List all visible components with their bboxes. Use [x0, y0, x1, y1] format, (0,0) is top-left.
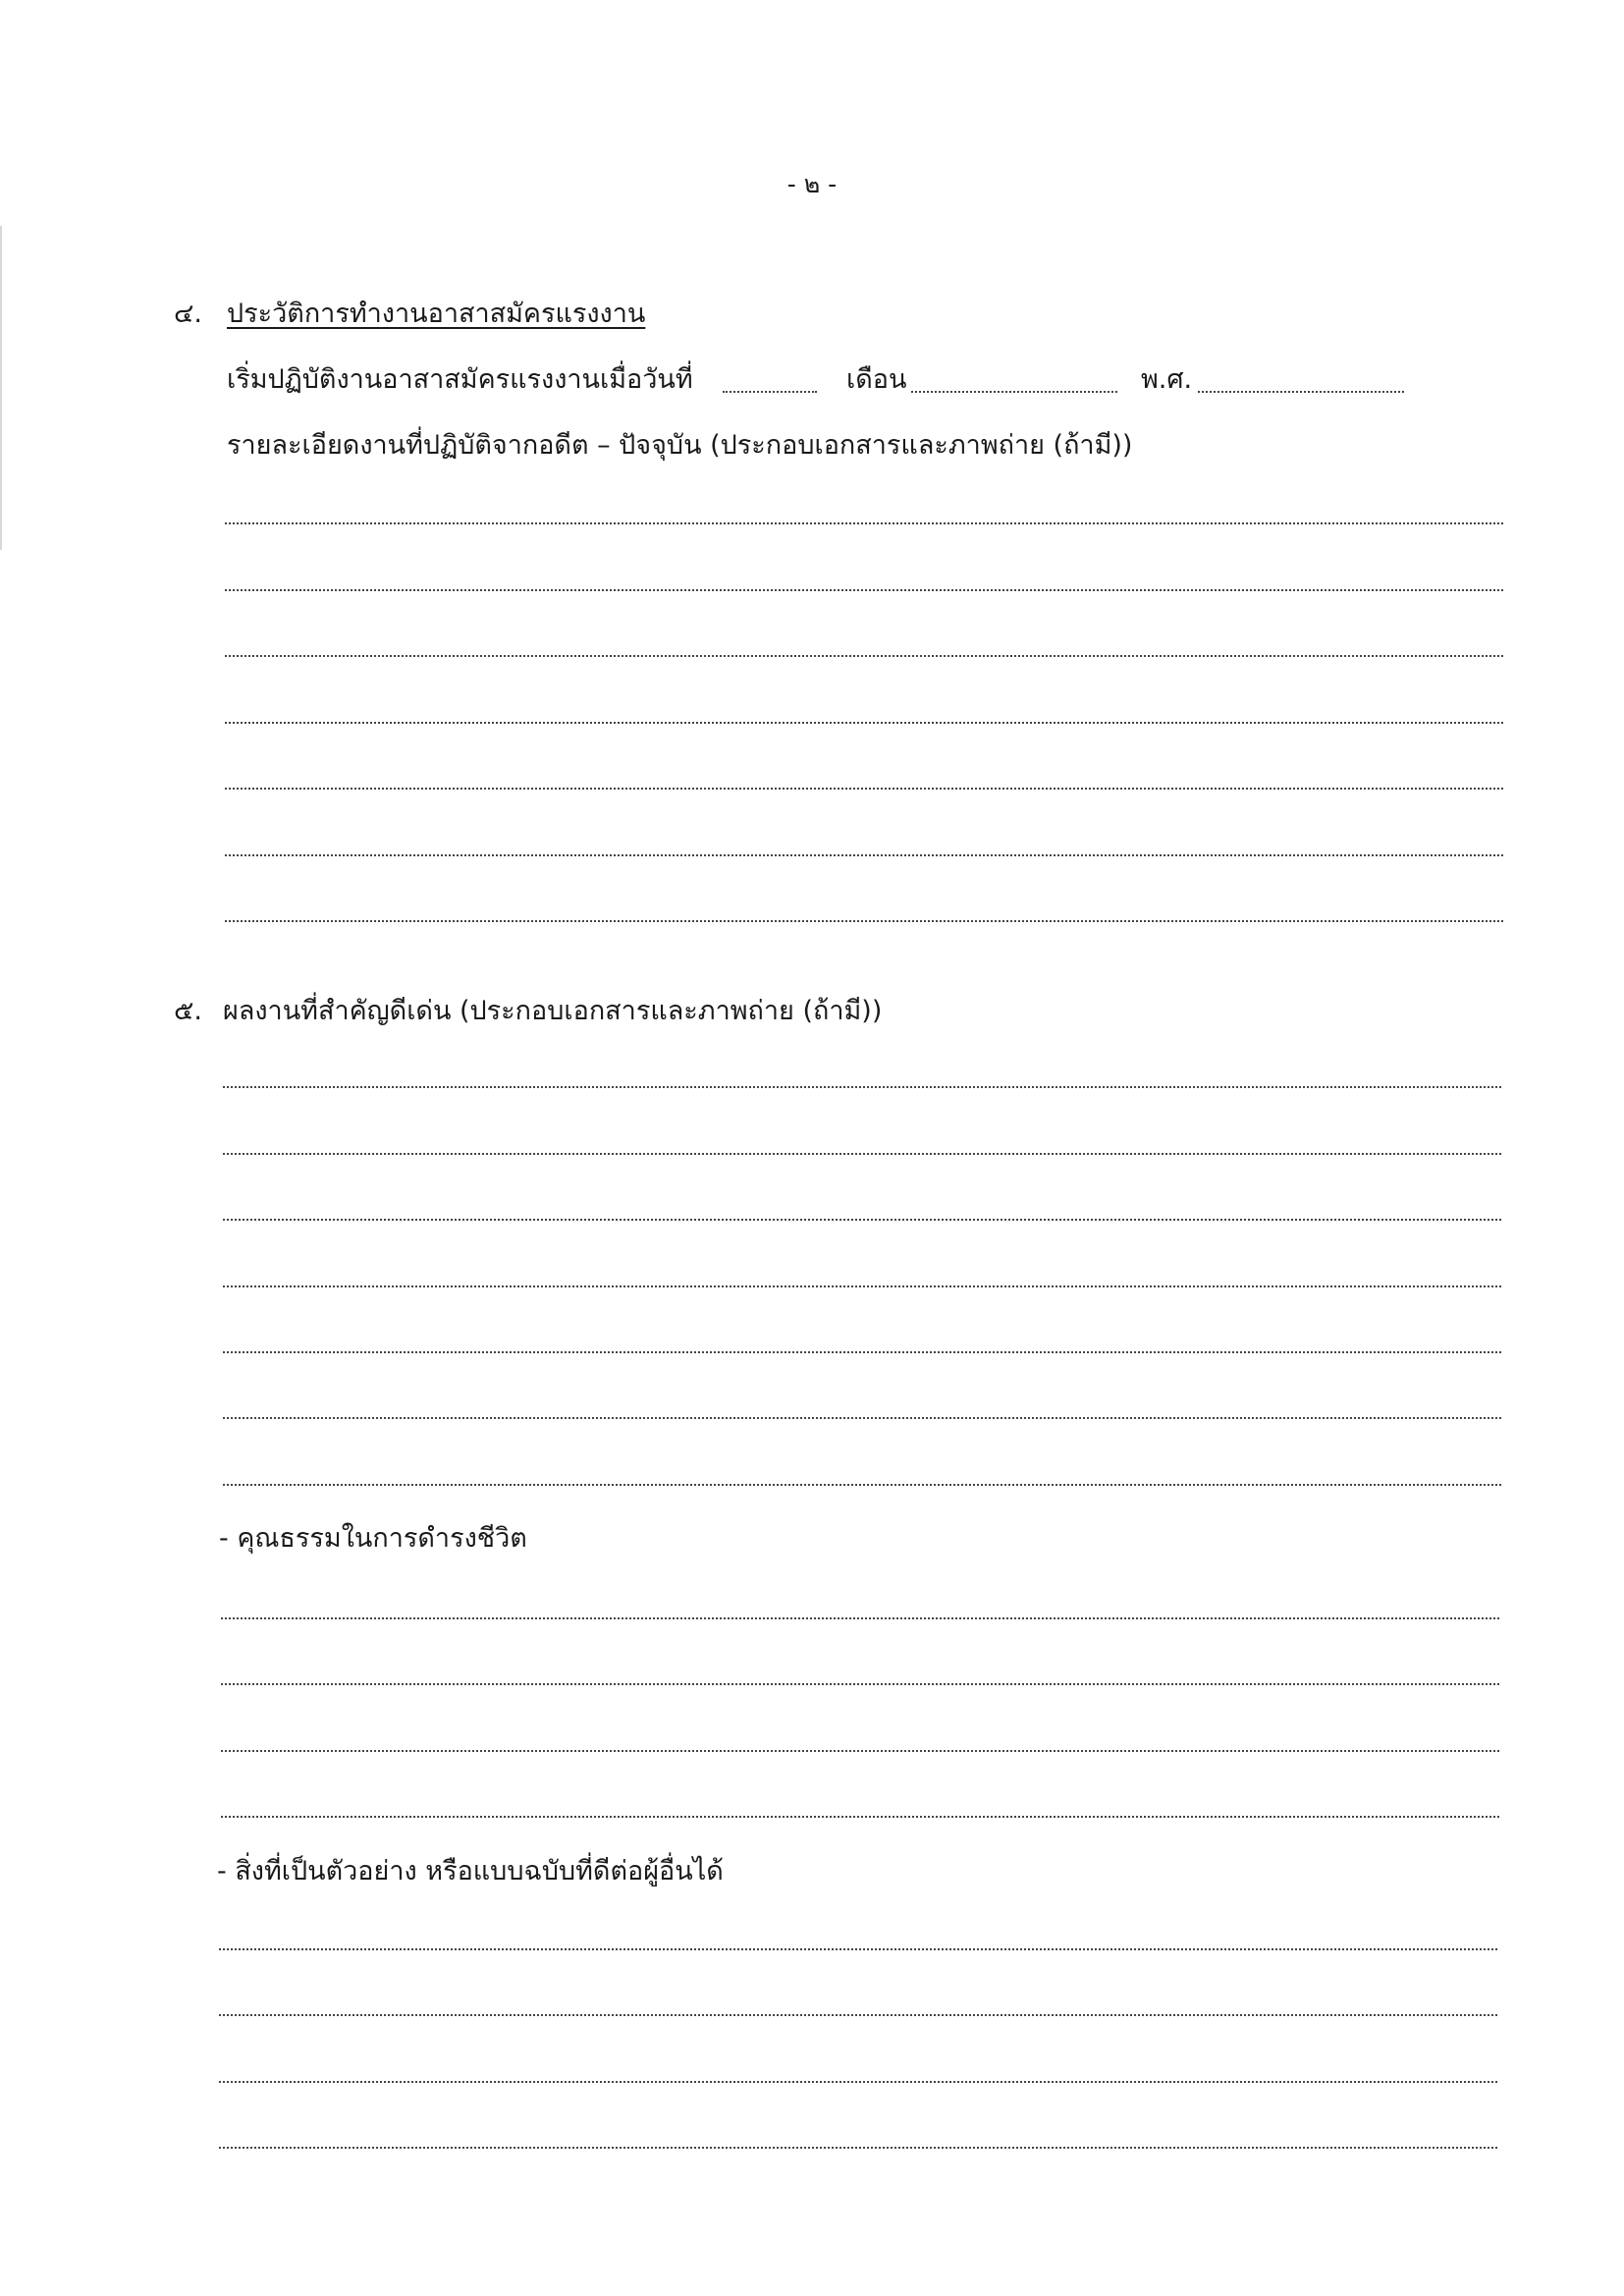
virtue-line-1[interactable] — [221, 1617, 1499, 1619]
scan-edge — [0, 226, 2, 550]
example-line-2[interactable] — [219, 2014, 1497, 2016]
example-line-3[interactable] — [219, 2081, 1497, 2083]
details-label: รายละเอียดงานที่ปฏิบัติจากอดีต – ปัจจุบัน (ประกอบเอกสารและภาพถ่าย (ถ้ามี)) — [227, 430, 1133, 461]
achievement-line-1[interactable] — [223, 1086, 1501, 1088]
start-date-label: เริ่มปฏิบัติงานอาสาสมัครแรงงานเมื่อวันที่ — [227, 364, 693, 395]
achievement-line-5[interactable] — [223, 1351, 1501, 1353]
start-day-field[interactable] — [723, 391, 817, 393]
year-label: พ.ศ. — [1141, 364, 1193, 395]
page-number: - ๒ - — [786, 170, 838, 198]
example-line-1[interactable] — [219, 1948, 1497, 1950]
details-line-3[interactable] — [225, 655, 1503, 657]
details-line-2[interactable] — [225, 589, 1503, 591]
achievement-line-6[interactable] — [223, 1417, 1501, 1419]
achievement-line-2[interactable] — [223, 1153, 1501, 1155]
section4-heading: ประวัติการทำงานอาสาสมัครแรงงาน — [227, 299, 646, 329]
virtue-line-3[interactable] — [221, 1750, 1499, 1752]
details-line-6[interactable] — [225, 854, 1503, 856]
details-line-4[interactable] — [225, 722, 1503, 724]
section4-number: ๔. — [174, 299, 203, 329]
example-line-4[interactable] — [219, 2147, 1497, 2149]
section5-heading: ผลงานที่สำคัญดีเด่น (ประกอบเอกสารและภาพถ่าย (ถ้ามี)) — [223, 996, 883, 1026]
start-year-field[interactable] — [1198, 391, 1404, 393]
details-line-1[interactable] — [225, 522, 1503, 524]
details-line-7[interactable] — [225, 920, 1503, 922]
section5-number: ๕. — [174, 996, 203, 1026]
month-label: เดือน — [846, 364, 907, 395]
virtue-label: - คุณธรรมในการดำรงชีวิต — [219, 1523, 527, 1554]
achievement-line-7[interactable] — [223, 1484, 1501, 1486]
achievement-line-4[interactable] — [223, 1285, 1501, 1287]
example-label: - สิ่งที่เป็นตัวอย่าง หรือแบบฉบับที่ดีต่อผู้อื่นได้ — [217, 1856, 724, 1886]
virtue-line-2[interactable] — [221, 1683, 1499, 1685]
start-month-field[interactable] — [911, 391, 1117, 393]
achievement-line-3[interactable] — [223, 1219, 1501, 1221]
details-line-5[interactable] — [225, 788, 1503, 790]
virtue-line-4[interactable] — [221, 1816, 1499, 1818]
